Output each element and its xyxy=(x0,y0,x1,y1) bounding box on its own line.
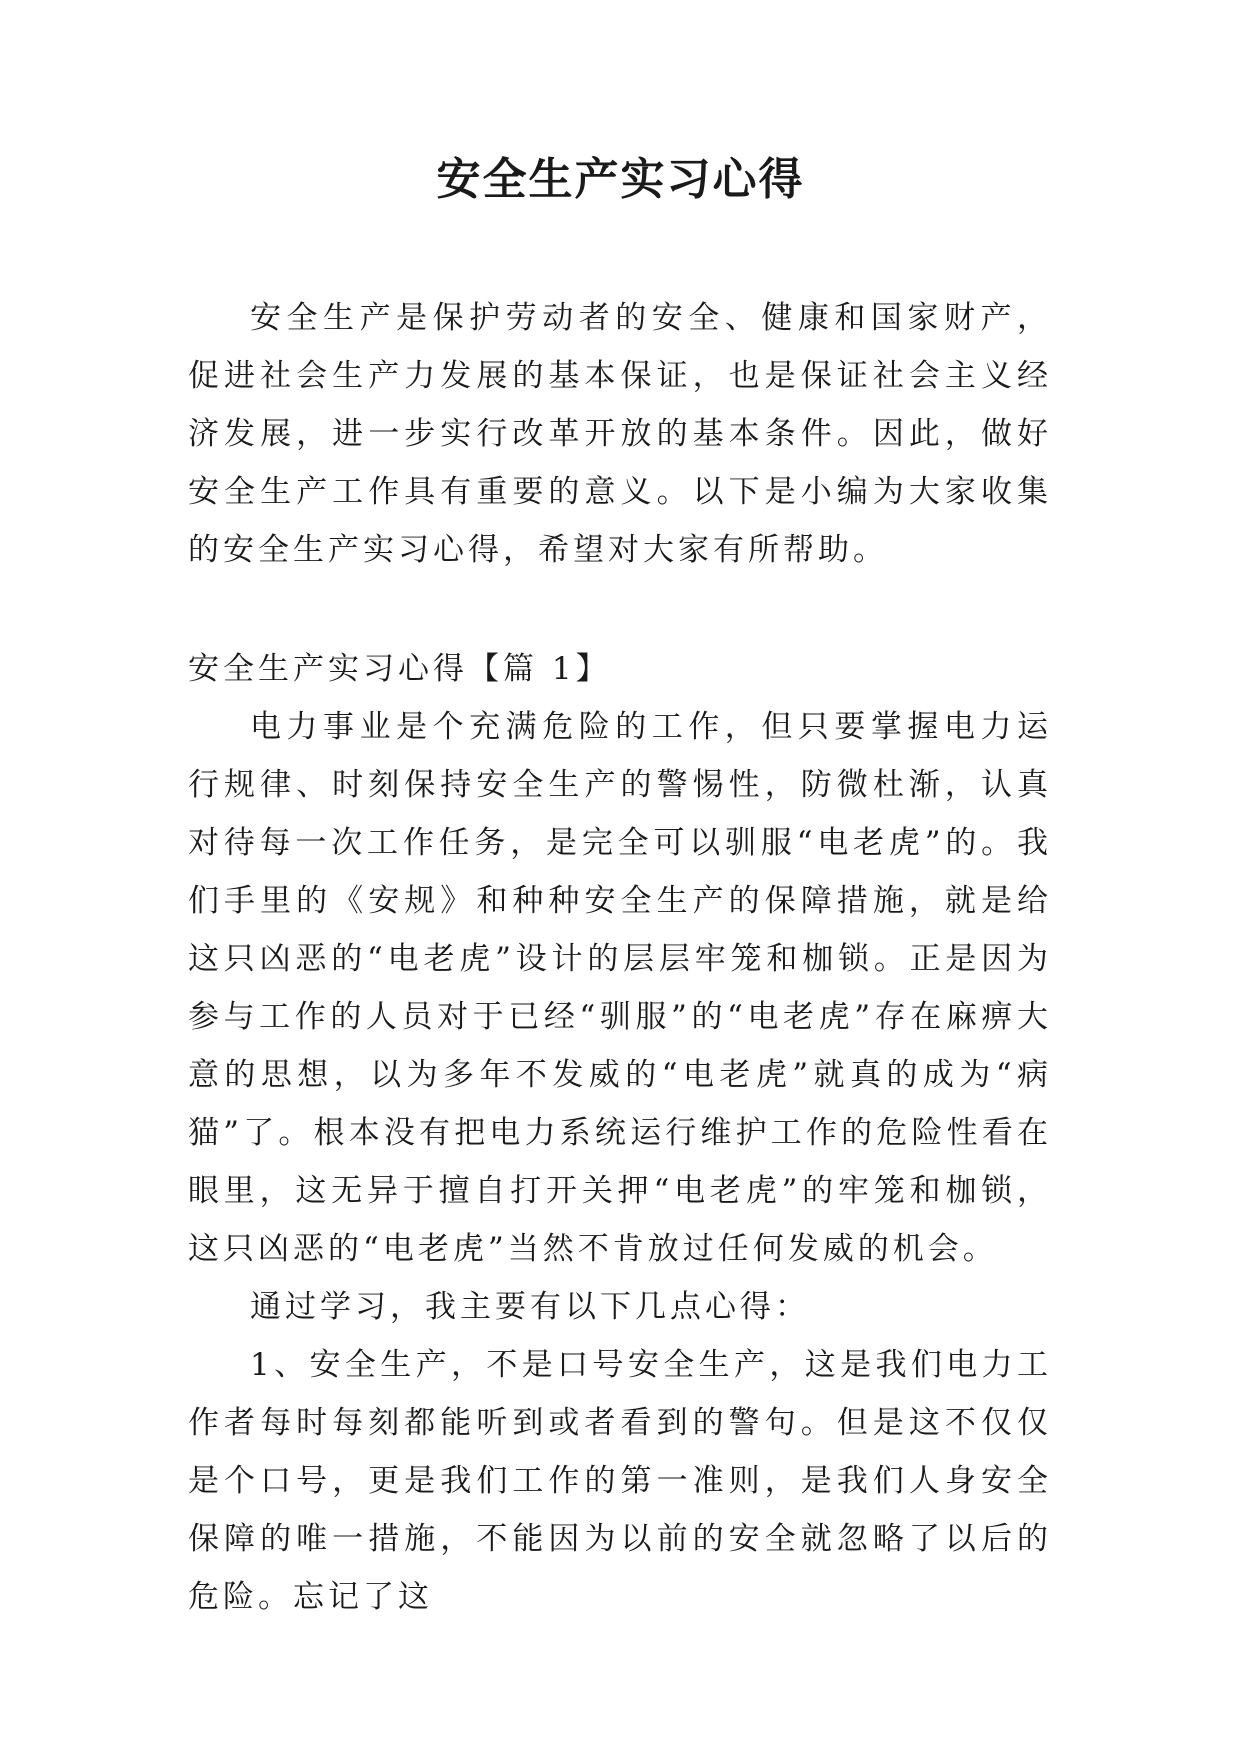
section-heading: 安全生产实习心得【篇 1】 xyxy=(188,651,611,687)
page-title: 安全生产实习心得 xyxy=(436,154,805,205)
intro-section xyxy=(188,289,1052,579)
body-paragraph: 1、安全生产，不是口号安全生产，这是我们电力工作者每时每刻都能听到或者看到的警句。但是这不仅仅是个口号，更是我们工作的第一准则，是我们人身安全保障的唯一措施，不能因为以前的安全就忽略了以后的危险。忘记了这 xyxy=(188,1347,1052,1615)
body-paragraph: 电力事业是个充满危险的工作，但只要掌握电力运行规律、时刻保持安全生产的警惕性，防微杜渐，认真对待每一次工作任务，是完全可以驯服“电老虎”的。我们手里的《安规》和种种安全生产的保障措施，就是给这只凶恶的“电老虎”设计的层层牢笼和枷锁。正是因为参与工作的人员对于已经“驯服”的“电老虎”存在麻痹大意的思想，以为多年不发威的“电老虎”就真的成为“病猫”了。根本没有把电力系统运行维护工作的危险性看在眼里，这无异于擅自打开关押“电老虎”的牢笼和枷锁，这只凶恶的“电老虎”当然不肯放过任何发威的机会。 xyxy=(188,709,1052,1267)
body-paragraph: 通过学习，我主要有以下几点心得： xyxy=(250,1289,810,1325)
intro-paragraph: 安全生产是保护劳动者的安全、健康和国家财产，促进社会生产力发展的基本保证，也是保证社会主义经济发展，进一步实行改革开放的基本条件。因此，做好安全生产工作具有重要的意义。以下是小编为大家收集的安全生产实习心得，希望对大家有所帮助。 xyxy=(188,300,1052,568)
article-section xyxy=(188,640,1052,1626)
